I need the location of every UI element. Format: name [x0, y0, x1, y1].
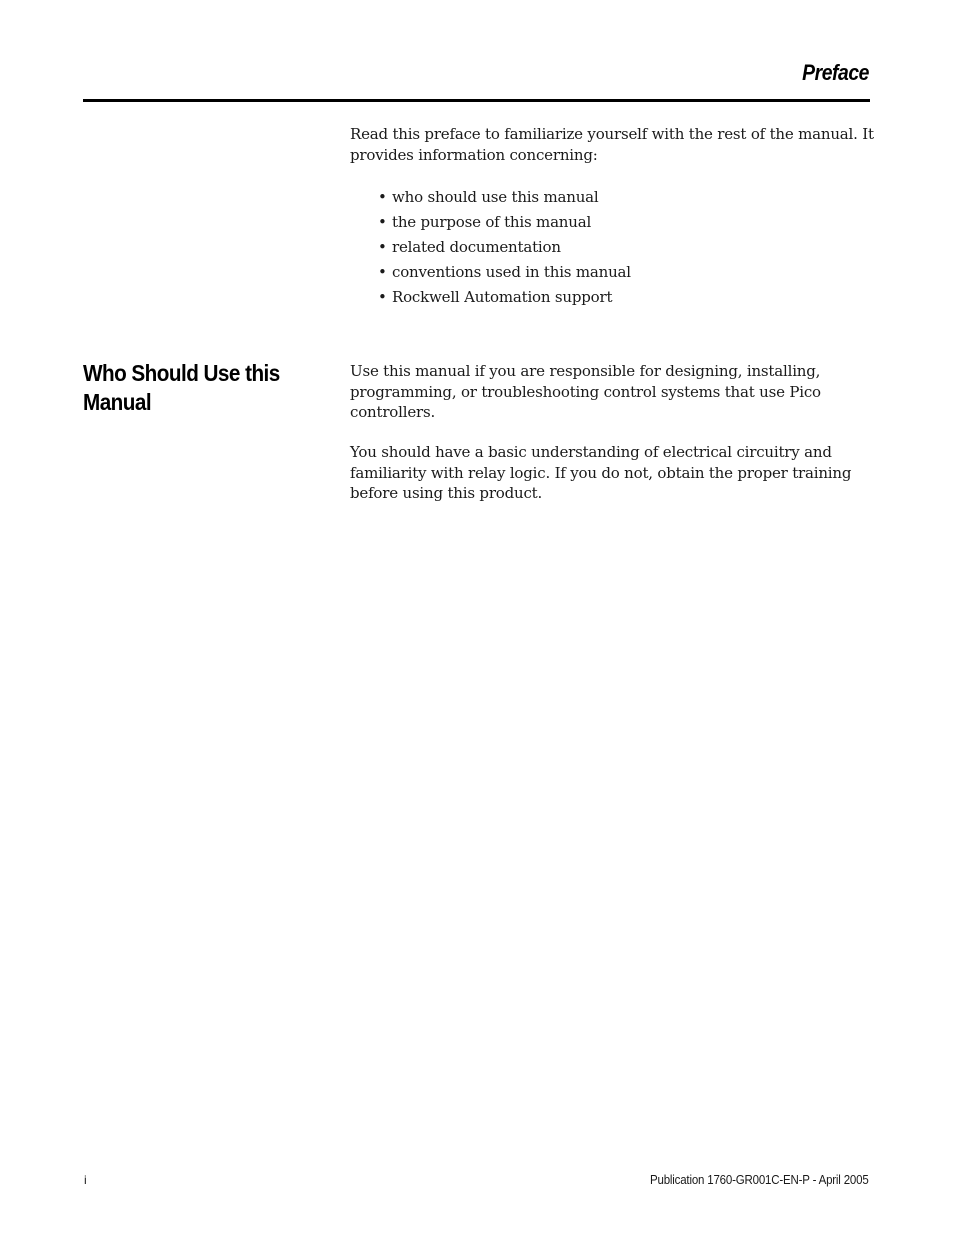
header-divider: [83, 99, 870, 102]
bullet-icon: •: [378, 263, 387, 281]
list-item-text: who should use this manual: [392, 188, 599, 206]
bullet-icon: •: [378, 238, 387, 256]
list-item-text: conventions used in this manual: [392, 263, 631, 281]
prerequisites-paragraph: You should have a basic understanding of electrical circuitry and familiarity with relay logic. If you do not, obtain the proper training before using this product.: [350, 443, 852, 502]
page-number: i: [84, 1173, 87, 1187]
list-item: [378, 260, 631, 285]
publication-info: Publication 1760-GR001C-EN-P - April 2005: [650, 1173, 869, 1187]
list-item: [378, 235, 631, 260]
page-title: Preface: [802, 60, 869, 85]
list-item: [378, 210, 631, 235]
list-item-text: the purpose of this manual: [392, 213, 592, 231]
topics-list: [378, 185, 631, 310]
audience-paragraph: Use this manual if you are responsible for designing, installing, programming, or troubleshooting control systems that use Pico controllers.: [350, 362, 821, 421]
bullet-icon: •: [378, 288, 387, 306]
list-item: [378, 185, 631, 210]
list-item: [378, 285, 631, 310]
section-heading: Who Should Use this Manual: [83, 360, 280, 415]
intro-paragraph: Read this preface to familiarize yourself with the rest of the manual. It provides information concerning:: [350, 125, 874, 164]
list-item-text: related documentation: [392, 238, 561, 256]
bullet-icon: •: [378, 188, 387, 206]
list-item-text: Rockwell Automation support: [392, 288, 613, 306]
bullet-icon: •: [378, 213, 387, 231]
